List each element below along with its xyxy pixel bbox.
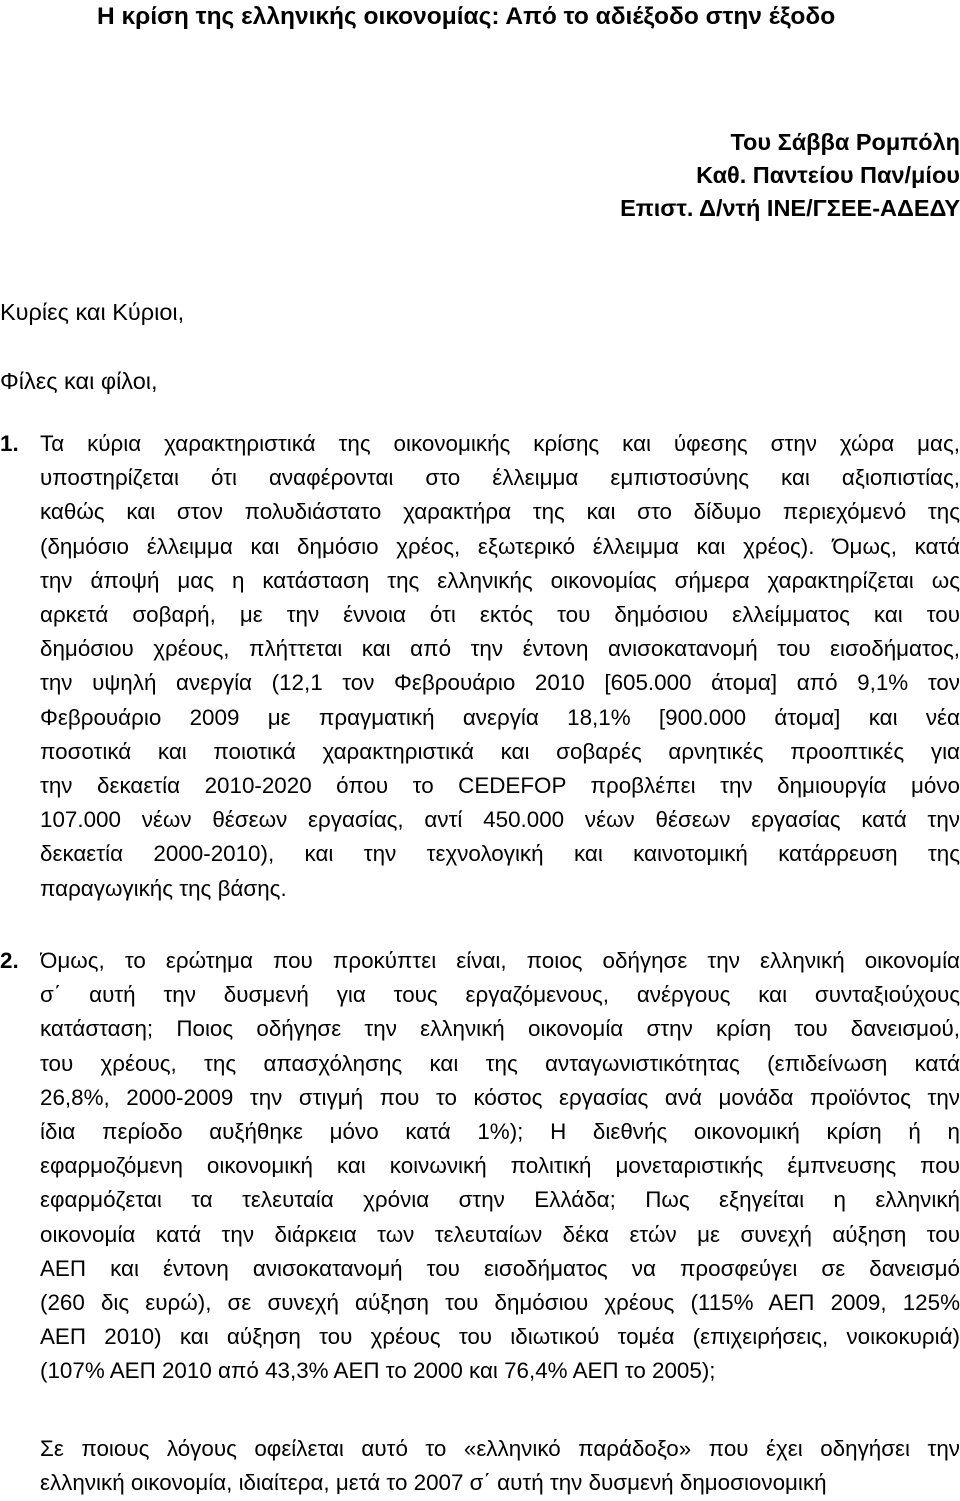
salutation-line-2: Φίλες και φίλοι,: [0, 368, 158, 394]
text-line: παραγωγικής της βάσης.: [40, 875, 287, 901]
text-line: υποστηρίζεται ότι αναφέρονται στο έλλειμμα εμπιστοσύνης και αξιοπιστίας,: [40, 465, 960, 491]
text-line: την άποψή μας η κατάσταση της ελληνικής οικονομίας σήμερα χαρακτηρίζεται ως: [40, 567, 960, 593]
paragraph-number-2: 2.: [0, 948, 19, 973]
text-line: δεκαετία 2000-2010), και την τεχνολογική και καινοτομική κατάρρευση της: [40, 841, 960, 867]
paragraph-number-1: 1.: [0, 431, 19, 456]
salutation-line-1: Κυρίες και Κύριοι,: [0, 299, 185, 325]
author-name: Του Σάββα Ρομπόλη: [730, 129, 960, 155]
text-line: Φεβρουάριο 2009 με πραγματική ανεργία 18,1% [900.000 άτομα] και νέα: [40, 704, 960, 730]
text-line: 26,8%, 2000-2009 την στιγμή που το κόστος εργασίας ανά μονάδα προϊόντος την: [40, 1084, 960, 1110]
text-line: Όμως, το ερώτημα που προκύπτει είναι, ποιος οδήγησε την ελληνική οικονομία: [40, 948, 960, 973]
paragraph-2: [40, 944, 960, 1389]
text-line: κατάσταση; Ποιος οδήγησε την ελληνική οικονομία στην κρίση του δανεισμού,: [40, 1016, 960, 1042]
paragraph-3: [40, 1432, 960, 1500]
text-line: (107% ΑΕΠ 2010 από 43,3% ΑΕΠ το 2000 και 76,4% ΑΕΠ το 2005);: [40, 1358, 716, 1384]
text-line: ΑΕΠ και έντονη ανισοκατανομή του εισοδήματος να προσφεύγει σε δανεισμό: [40, 1255, 960, 1281]
author-role: Επιστ. Δ/ντή ΙΝΕ/ΓΣΕΕ-ΑΔΕΔΥ: [620, 195, 960, 221]
text-line: ίδια περίοδο αυξήθηκε μόνο κατά 1%); Η διεθνής οικονομική κρίση ή η: [40, 1119, 960, 1145]
text-line: ΑΕΠ 2010) και αύξηση του χρέους του ιδιωτικού τομέα (επιχειρήσεις, νοικοκυριά): [40, 1324, 960, 1350]
text-line: Σε ποιους λόγους οφείλεται αυτό το «ελληνικό παράδοξο» που έχει οδηγήσει την: [40, 1436, 960, 1461]
text-line: του χρέους, της απασχόλησης και της ανταγωνιστικότητας (επιδείνωση κατά: [40, 1050, 960, 1076]
text-line: ελληνική οικονομία, ιδιαίτερα, μετά το 2007 σ΄ αυτή την δυσμενή δημοσιονομική: [40, 1470, 827, 1496]
author-position: Καθ. Παντείου Παν/μίου: [696, 162, 960, 188]
text-line: εφαρμοζόμενη οικονομική και κοινωνική πολιτική μονεταριστικής έμπνευσης που: [40, 1153, 960, 1179]
text-line: σ΄ αυτή την δυσμενή για τους εργαζόμενους, ανέργους και συνταξιούχους: [40, 982, 960, 1008]
text-line: οικονομία κατά την διάρκεια των τελευταίων δέκα ετών με συνεχή αύξηση του: [40, 1221, 960, 1247]
author-block: [460, 126, 960, 225]
text-line: Τα κύρια χαρακτηριστικά της οικονομικής κρίσης και ύφεσης στην χώρα μας,: [40, 431, 960, 456]
text-line: 107.000 νέων θέσεων εργασίας, αντί 450.000 νέων θέσεων εργασίας κατά την: [40, 807, 960, 833]
text-line: (δημόσιο έλλειμμα και δημόσιο χρέος, εξωτερικό έλλειμμα και χρέος). Όμως, κατά: [40, 533, 960, 559]
text-line: εφαρμόζεται τα τελευταία χρόνια στην Ελλάδα; Πως εξηγείται η ελληνική: [40, 1187, 960, 1213]
text-line: δημόσιου χρέους, πλήττεται και από την έντονη ανισοκατανομή του εισοδήματος,: [40, 636, 960, 662]
document-title: Η κρίση της ελληνικής οικονομίας: Από το αδιέξοδο στην έξοδο: [97, 3, 836, 30]
text-line: την δεκαετία 2010-2020 όπου το CEDEFOP προβλέπει την δημιουργία μόνο: [40, 773, 960, 799]
text-line: καθώς και στον πολυδιάστατο χαρακτήρα της και στο δίδυμο περιεχόμενό της: [40, 499, 960, 525]
text-line: ποσοτικά και ποιοτικά χαρακτηριστικά και σοβαρές αρνητικές προοπτικές για: [40, 738, 960, 764]
text-line: (260 δις ευρώ), σε συνεχή αύξηση του δημόσιου χρέους (115% ΑΕΠ 2009, 125%: [40, 1290, 960, 1316]
paragraph-1: [40, 427, 960, 906]
text-line: την υψηλή ανεργία (12,1 τον Φεβρουάριο 2010 [605.000 άτομα] από 9,1% τον: [40, 670, 960, 696]
text-line: αρκετά σοβαρή, με την έννοια ότι εκτός του δημόσιου ελλείμματος και του: [40, 602, 960, 628]
